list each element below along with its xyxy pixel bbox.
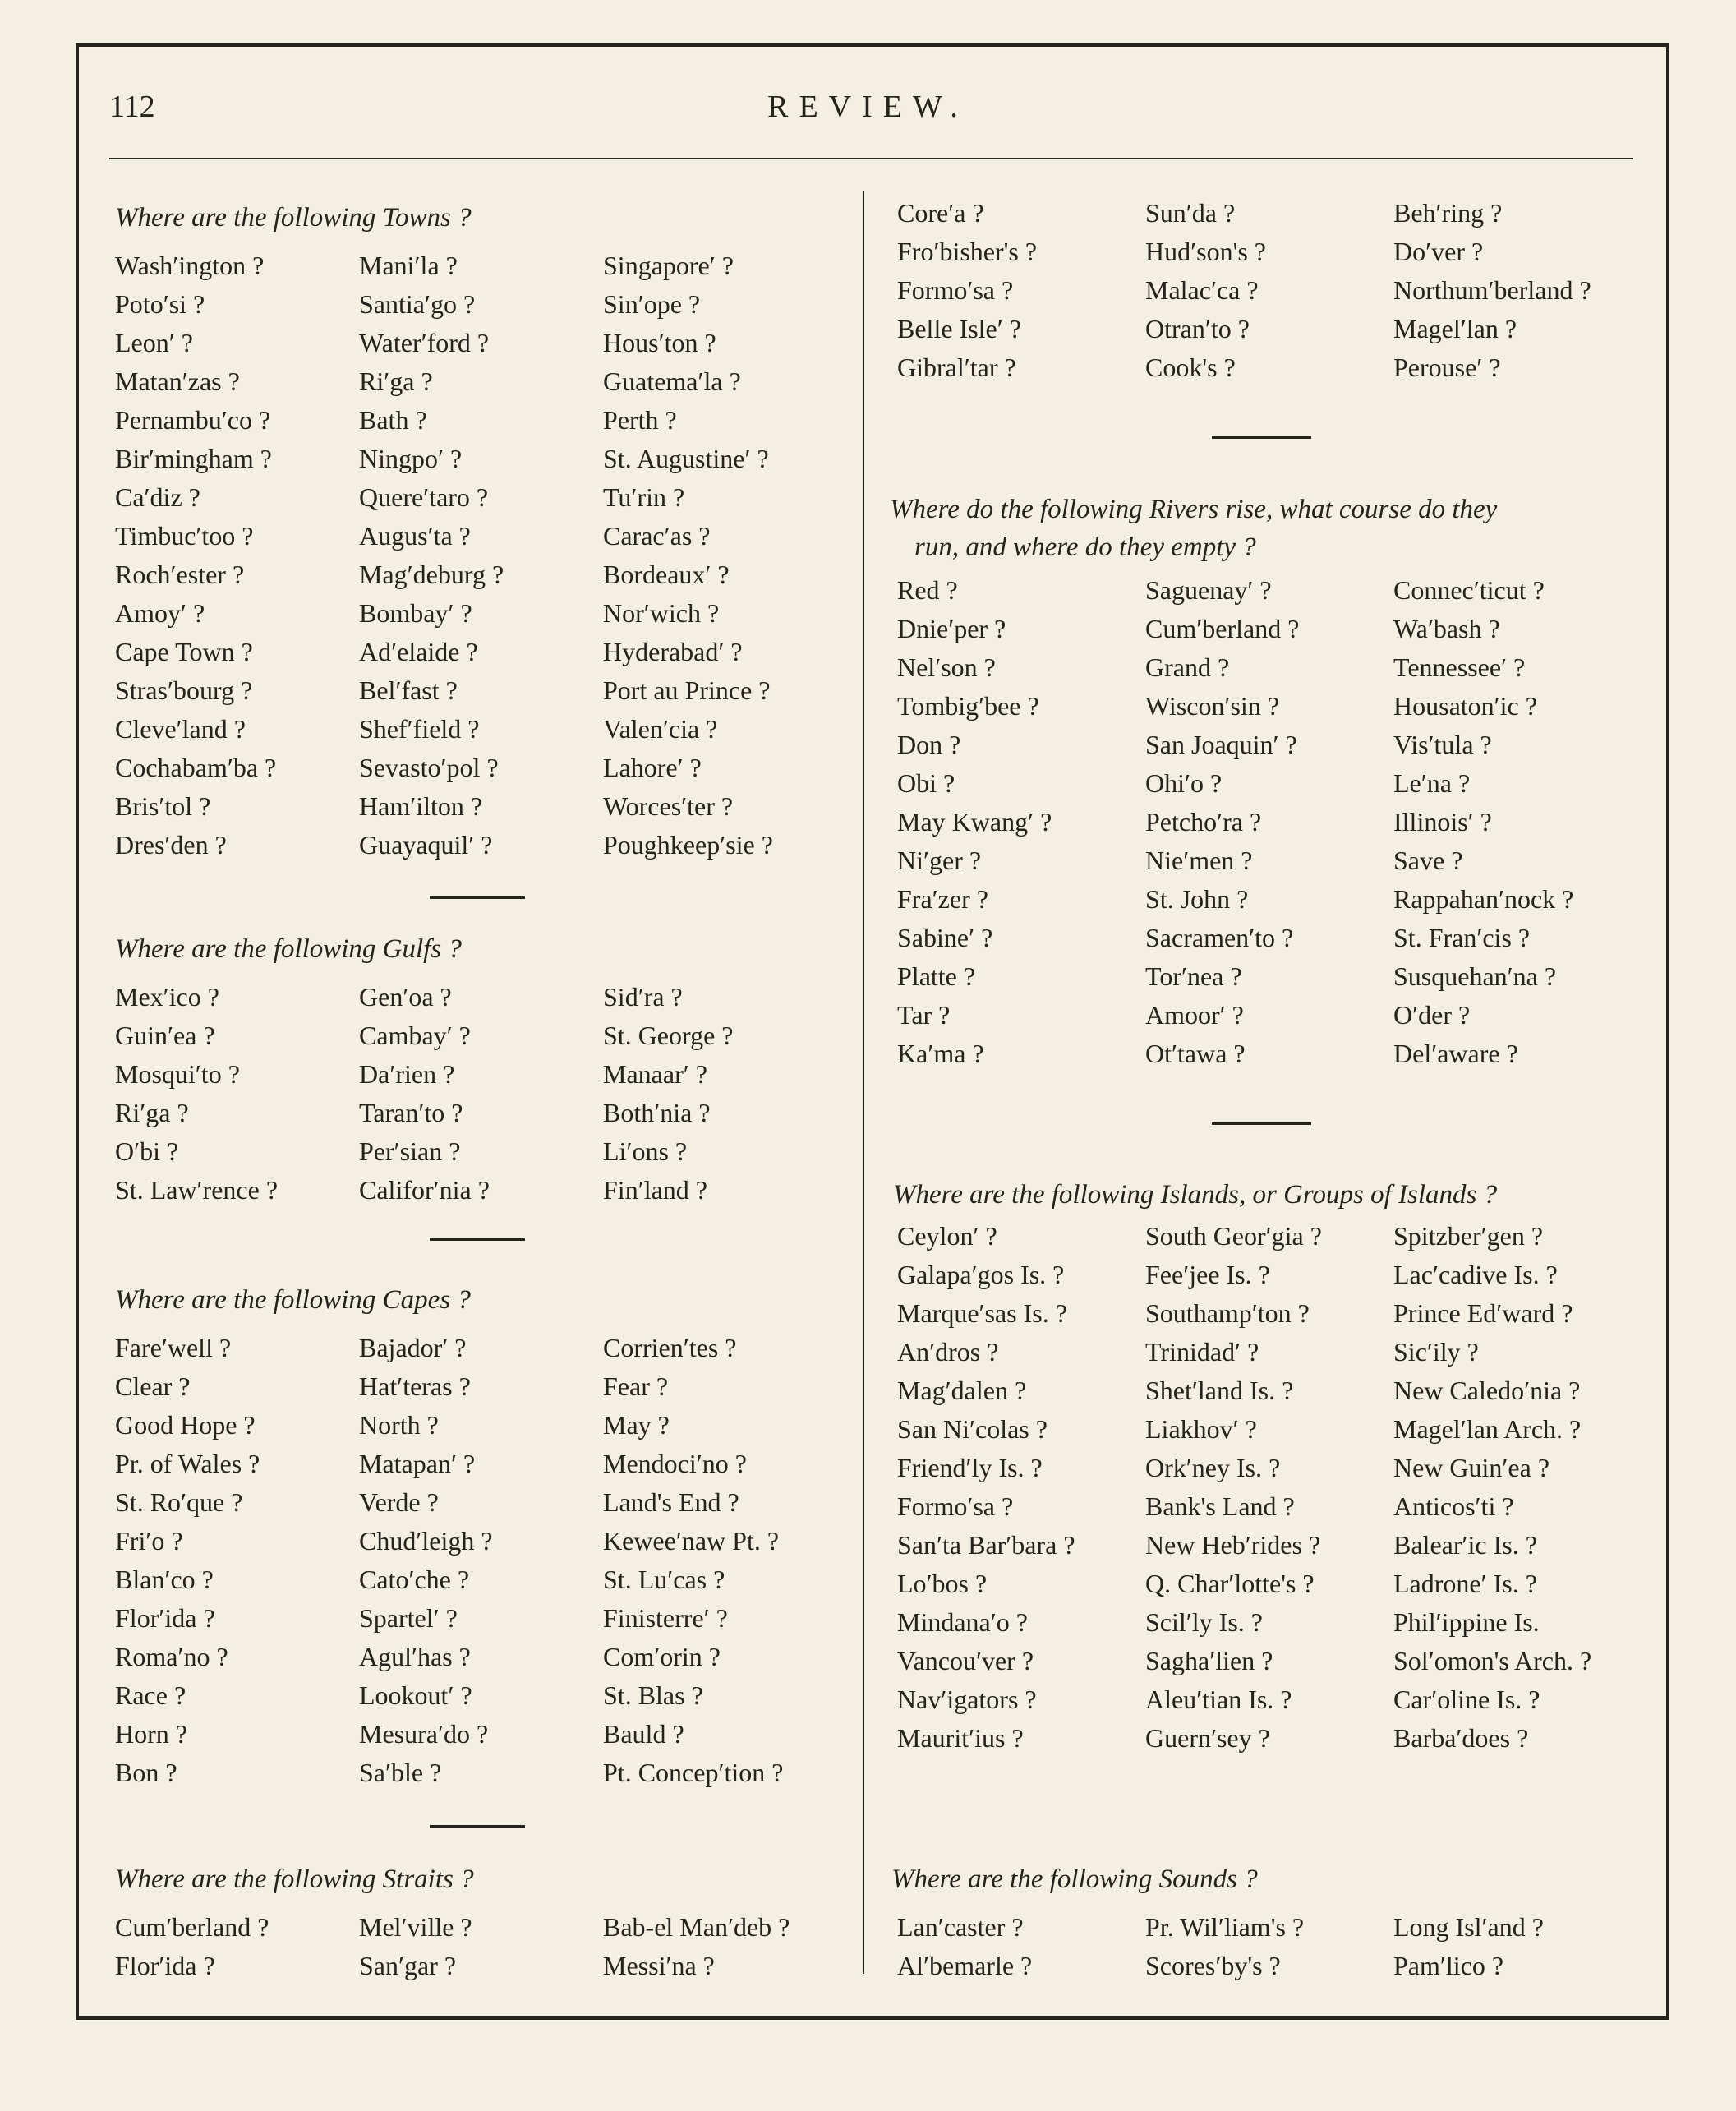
- island-entry: Q. Char′lotte's ?: [1145, 1569, 1315, 1598]
- town-entry: Stras′bourg ?: [115, 675, 253, 705]
- cape-entry: St. Lu′cas ?: [603, 1565, 725, 1594]
- gulfs-column-2: [359, 978, 603, 1210]
- strait-entry: Cook's ?: [1145, 353, 1236, 382]
- cape-entry: Agul′has ?: [359, 1642, 471, 1671]
- island-entry: Formo′sa ?: [897, 1491, 1014, 1521]
- section-divider: [1212, 1122, 1311, 1125]
- river-entry: Ni′ger ?: [897, 846, 982, 875]
- section-divider: [430, 1825, 525, 1828]
- strait-entry: Belle Isle′ ?: [897, 314, 1021, 343]
- gulfs-heading: Where are the following Gulfs ?: [115, 934, 462, 964]
- cape-entry: Mendoci′no ?: [603, 1449, 747, 1478]
- cape-entry: Lookout′ ?: [359, 1680, 472, 1710]
- capes-section: [115, 1281, 841, 1792]
- town-entry: Ri′ga ?: [359, 366, 433, 396]
- sounds-column-1: [897, 1908, 1145, 1985]
- cape-entry: Race ?: [115, 1680, 186, 1710]
- island-entry: Prince Ed′ward ?: [1393, 1298, 1573, 1328]
- islands-column-1: [897, 1217, 1145, 1758]
- cape-entry: Pr. of Wales ?: [115, 1449, 260, 1478]
- river-entry: Del′aware ?: [1393, 1039, 1518, 1068]
- gulf-entry: Li′ons ?: [603, 1136, 688, 1166]
- river-entry: Fra′zer ?: [897, 884, 988, 914]
- strait-entry: Beh′ring ?: [1393, 198, 1503, 228]
- island-entry: Lac′cadive Is. ?: [1393, 1260, 1558, 1289]
- cape-entry: Com′orin ?: [603, 1642, 721, 1671]
- strait-entry: Cum′berland ?: [115, 1912, 269, 1942]
- gulf-entry: Fin′land ?: [603, 1175, 707, 1205]
- running-title: REVIEW.: [767, 90, 969, 124]
- cape-entry: Pt. Concep′tion ?: [603, 1758, 784, 1787]
- town-entry: Singapore′ ?: [603, 251, 734, 280]
- islands-column-2: [1145, 1217, 1393, 1758]
- town-entry: St. Augustine′ ?: [603, 444, 769, 473]
- cape-entry: Horn ?: [115, 1719, 187, 1749]
- gulfs-column-3: [603, 978, 841, 1210]
- island-entry: Maurit′ius ?: [897, 1723, 1024, 1753]
- river-entry: Ot′tawa ?: [1145, 1039, 1246, 1068]
- rivers-column-3: [1393, 571, 1640, 1073]
- straits-continued-column-2: [1145, 194, 1393, 387]
- gulf-entry: Per′sian ?: [359, 1136, 461, 1166]
- town-entry: Carac′as ?: [603, 521, 711, 551]
- town-entry: Augus′ta ?: [359, 521, 471, 551]
- cape-entry: Bajador′ ?: [359, 1333, 467, 1362]
- gulfs-column-1: [115, 978, 359, 1210]
- river-entry: San Joaquin′ ?: [1145, 730, 1297, 759]
- town-entry: Port au Prince ?: [603, 675, 771, 705]
- river-entry: St. John ?: [1145, 884, 1249, 914]
- strait-entry: Gibral′tar ?: [897, 353, 1016, 382]
- river-entry: Petcho′ra ?: [1145, 807, 1262, 837]
- island-entry: Scil′ly Is. ?: [1145, 1607, 1263, 1637]
- border-bottom: [76, 2016, 1669, 2020]
- town-entry: Leon′ ?: [115, 328, 193, 357]
- town-entry: Guatema′la ?: [603, 366, 741, 396]
- cape-entry: Sa′ble ?: [359, 1758, 442, 1787]
- town-entry: Mag′deburg ?: [359, 560, 504, 589]
- town-entry: Amoy′ ?: [115, 598, 205, 628]
- island-entry: Sol′omon's Arch. ?: [1393, 1646, 1592, 1675]
- town-entry: Tu′rin ?: [603, 482, 685, 512]
- town-entry: Poto′si ?: [115, 289, 205, 319]
- sounds-heading: Where are the following Sounds ?: [891, 1864, 1258, 1894]
- gulf-entry: Guin′ea ?: [115, 1021, 215, 1050]
- island-entry: Spitzber′gen ?: [1393, 1221, 1544, 1251]
- town-entry: Cape Town ?: [115, 637, 253, 666]
- river-entry: Nie′men ?: [1145, 846, 1253, 875]
- gulf-entry: Taran′to ?: [359, 1098, 463, 1127]
- town-entry: Bath ?: [359, 405, 427, 435]
- island-entry: Trinidad′ ?: [1145, 1337, 1259, 1367]
- straits-column-2: [359, 1908, 603, 1985]
- river-entry: Tor′nea ?: [1145, 961, 1242, 991]
- gulf-entry: Both′nia ?: [603, 1098, 711, 1127]
- town-entry: Ningpo′ ?: [359, 444, 463, 473]
- island-entry: Vancou′ver ?: [897, 1646, 1034, 1675]
- town-entry: Roch′ester ?: [115, 560, 245, 589]
- town-entry: Cleve′land ?: [115, 714, 246, 744]
- river-entry: Don ?: [897, 730, 961, 759]
- river-entry: Sacramen′to ?: [1145, 923, 1294, 952]
- islands-column-3: [1393, 1217, 1640, 1758]
- town-entry: Poughkeep′sie ?: [603, 830, 773, 860]
- border-right: [1666, 43, 1669, 2020]
- cape-entry: St. Blas ?: [603, 1680, 703, 1710]
- gulfs-section: [115, 930, 841, 1210]
- strait-entry: Sun′da ?: [1145, 198, 1236, 228]
- river-entry: Vis′tula ?: [1393, 730, 1492, 759]
- section-divider: [430, 896, 525, 899]
- town-entry: Cochabam′ba ?: [115, 753, 277, 782]
- strait-entry: Hud′son's ?: [1145, 237, 1266, 266]
- town-entry: Sevasto′pol ?: [359, 753, 499, 782]
- gulf-entry: O′bi ?: [115, 1136, 179, 1166]
- strait-entry: Perouse′ ?: [1393, 353, 1501, 382]
- border-top: [76, 43, 1669, 47]
- town-entry: Lahore′ ?: [603, 753, 702, 782]
- strait-entry: Magel′lan ?: [1393, 314, 1517, 343]
- capes-column-1: [115, 1329, 359, 1792]
- river-entry: Red ?: [897, 575, 958, 605]
- towns-column-2: [359, 247, 603, 864]
- capes-heading: Where are the following Capes ?: [115, 1285, 471, 1315]
- straits-continued-column-3: [1393, 194, 1640, 387]
- town-entry: Water′ford ?: [359, 328, 490, 357]
- river-entry: Ka′ma ?: [897, 1039, 984, 1068]
- river-entry: St. Fran′cis ?: [1393, 923, 1531, 952]
- cape-entry: St. Ro′que ?: [115, 1487, 243, 1517]
- island-entry: Ork′ney Is. ?: [1145, 1453, 1281, 1482]
- cape-entry: Chud′leigh ?: [359, 1526, 493, 1556]
- cape-entry: Mesura′do ?: [359, 1719, 489, 1749]
- town-entry: Hous′ton ?: [603, 328, 716, 357]
- island-entry: New Guin′ea ?: [1393, 1453, 1550, 1482]
- section-divider: [430, 1238, 525, 1241]
- river-entry: Ohi′o ?: [1145, 768, 1223, 798]
- capes-column-3: [603, 1329, 841, 1792]
- town-entry: Valen′cia ?: [603, 714, 718, 744]
- town-entry: Dres′den ?: [115, 830, 227, 860]
- gulf-entry: Sid′ra ?: [603, 982, 683, 1012]
- town-entry: Bombay′ ?: [359, 598, 472, 628]
- cape-entry: Matapan′ ?: [359, 1449, 476, 1478]
- island-entry: New Heb′rides ?: [1145, 1530, 1321, 1560]
- cape-entry: Roma′no ?: [115, 1642, 228, 1671]
- river-entry: Dnie′per ?: [897, 614, 1006, 643]
- town-entry: Worces′ter ?: [603, 791, 734, 821]
- straits-column-1: [115, 1908, 359, 1985]
- island-entry: New Caledo′nia ?: [1393, 1376, 1581, 1405]
- rivers-heading-line-2: run, and where do they empty ?: [914, 532, 1256, 562]
- island-entry: Mag′dalen ?: [897, 1376, 1027, 1405]
- river-entry: Saguenay′ ?: [1145, 575, 1272, 605]
- town-entry: Bel′fast ?: [359, 675, 458, 705]
- river-entry: Tombig′bee ?: [897, 691, 1039, 721]
- column-divider: [863, 191, 864, 1974]
- straits-heading: Where are the following Straits ?: [115, 1864, 474, 1894]
- island-entry: Ceylon′ ?: [897, 1221, 997, 1251]
- gulf-entry: St. Law′rence ?: [115, 1175, 279, 1205]
- island-entry: Bank's Land ?: [1145, 1491, 1295, 1521]
- cape-entry: Flor′ida ?: [115, 1603, 215, 1633]
- strait-entry: Core′a ?: [897, 198, 984, 228]
- river-entry: Save ?: [1393, 846, 1463, 875]
- gulf-entry: Gen′oa ?: [359, 982, 452, 1012]
- river-entry: May Kwang′ ?: [897, 807, 1052, 837]
- town-entry: Mani′la ?: [359, 251, 458, 280]
- town-entry: Sin′ope ?: [603, 289, 701, 319]
- island-entry: Lo′bos ?: [897, 1569, 988, 1598]
- rivers-section: [890, 491, 1640, 1073]
- strait-entry: San′gar ?: [359, 1951, 457, 1980]
- river-entry: Connec′ticut ?: [1393, 575, 1545, 605]
- island-entry: San′ta Bar′bara ?: [897, 1530, 1075, 1560]
- sounds-section: [891, 1860, 1640, 1985]
- island-entry: Magel′lan Arch. ?: [1393, 1414, 1582, 1444]
- river-entry: Obi ?: [897, 768, 955, 798]
- cape-entry: Corrien′tes ?: [603, 1333, 737, 1362]
- gulf-entry: Ri′ga ?: [115, 1098, 189, 1127]
- page-number: 112: [109, 90, 155, 124]
- river-entry: Wa′bash ?: [1393, 614, 1500, 643]
- sound-entry: Pr. Wil′liam's ?: [1145, 1912, 1305, 1942]
- straits-continued-column-1: [897, 194, 1145, 387]
- cape-entry: Verde ?: [359, 1487, 439, 1517]
- island-entry: South Geor′gia ?: [1145, 1221, 1322, 1251]
- strait-entry: Mel′ville ?: [359, 1912, 472, 1942]
- town-entry: Timbuc′too ?: [115, 521, 254, 551]
- cape-entry: Spartel′ ?: [359, 1603, 458, 1633]
- island-entry: Liakhov′ ?: [1145, 1414, 1257, 1444]
- straits-section: [115, 1860, 841, 1985]
- town-entry: Hyderabad′ ?: [603, 637, 743, 666]
- river-entry: Cum′berland ?: [1145, 614, 1300, 643]
- gulf-entry: Califor′nia ?: [359, 1175, 490, 1205]
- header-rule: [109, 158, 1633, 159]
- gulf-entry: Mex′ico ?: [115, 982, 219, 1012]
- island-entry: Galapa′gos Is. ?: [897, 1260, 1065, 1289]
- sound-entry: Lan′caster ?: [897, 1912, 1024, 1942]
- sound-entry: Al′bemarle ?: [897, 1951, 1033, 1980]
- strait-entry: Malac′ca ?: [1145, 275, 1259, 305]
- gulf-entry: Da′rien ?: [359, 1059, 455, 1089]
- river-entry: O′der ?: [1393, 1000, 1471, 1030]
- town-entry: Quere′taro ?: [359, 482, 489, 512]
- river-entry: Illinois′ ?: [1393, 807, 1492, 837]
- strait-entry: Bab-el Man′deb ?: [603, 1912, 790, 1942]
- river-entry: Tar ?: [897, 1000, 951, 1030]
- rivers-column-1: [897, 571, 1145, 1073]
- island-entry: Marque′sas Is. ?: [897, 1298, 1067, 1328]
- gulf-entry: Mosqui′to ?: [115, 1059, 240, 1089]
- island-entry: Shet′land Is. ?: [1145, 1376, 1294, 1405]
- river-entry: Housaton′ic ?: [1393, 691, 1537, 721]
- strait-entry: Otran′to ?: [1145, 314, 1250, 343]
- river-entry: Nel′son ?: [897, 652, 996, 682]
- cape-entry: Kewee′naw Pt. ?: [603, 1526, 780, 1556]
- island-entry: An′dros ?: [897, 1337, 999, 1367]
- sound-entry: Scores′by's ?: [1145, 1951, 1281, 1980]
- town-entry: Wash′ington ?: [115, 251, 265, 280]
- section-divider: [1212, 436, 1311, 439]
- cape-entry: Bauld ?: [603, 1719, 684, 1749]
- town-entry: Bir′mingham ?: [115, 444, 272, 473]
- border-left: [76, 43, 79, 2020]
- strait-entry: Northum′berland ?: [1393, 275, 1591, 305]
- island-entry: Balear′ic Is. ?: [1393, 1530, 1537, 1560]
- town-entry: Pernambu′co ?: [115, 405, 271, 435]
- cape-entry: Blan′co ?: [115, 1565, 214, 1594]
- gulf-entry: St. George ?: [603, 1021, 734, 1050]
- town-entry: Bordeaux′ ?: [603, 560, 730, 589]
- towns-heading: Where are the following Towns ?: [115, 203, 472, 233]
- town-entry: Ham′ilton ?: [359, 791, 483, 821]
- river-entry: Tennessee′ ?: [1393, 652, 1526, 682]
- cape-entry: Fri′o ?: [115, 1526, 183, 1556]
- island-entry: Ladrone′ Is. ?: [1393, 1569, 1537, 1598]
- cape-entry: North ?: [359, 1410, 439, 1440]
- island-entry: Guern′sey ?: [1145, 1723, 1270, 1753]
- cape-entry: Fare′well ?: [115, 1333, 232, 1362]
- town-entry: Ad′elaide ?: [359, 637, 478, 666]
- island-entry: Anticos′ti ?: [1393, 1491, 1514, 1521]
- cape-entry: Clear ?: [115, 1371, 191, 1401]
- strait-entry: Fro′bisher's ?: [897, 237, 1038, 266]
- town-entry: Shef′field ?: [359, 714, 480, 744]
- towns-section: [115, 199, 841, 864]
- island-entry: Friend′ly Is. ?: [897, 1453, 1043, 1482]
- river-entry: Amoor′ ?: [1145, 1000, 1244, 1030]
- island-entry: Fee′jee Is. ?: [1145, 1260, 1270, 1289]
- river-entry: Sabine′ ?: [897, 923, 993, 952]
- capes-column-2: [359, 1329, 603, 1792]
- town-entry: Bris′tol ?: [115, 791, 211, 821]
- island-entry: Nav′igators ?: [897, 1685, 1037, 1714]
- cape-entry: Finisterre′ ?: [603, 1603, 728, 1633]
- rivers-column-2: [1145, 571, 1393, 1073]
- strait-entry: Flor′ida ?: [115, 1951, 215, 1980]
- cape-entry: Bon ?: [115, 1758, 177, 1787]
- strait-entry: Formo′sa ?: [897, 275, 1014, 305]
- cape-entry: Fear ?: [603, 1371, 669, 1401]
- town-entry: Matan′zas ?: [115, 366, 240, 396]
- island-entry: Southamp′ton ?: [1145, 1298, 1310, 1328]
- towns-column-1: [115, 247, 359, 864]
- island-entry: Sagha′lien ?: [1145, 1646, 1273, 1675]
- island-entry: Mindana′o ?: [897, 1607, 1028, 1637]
- straits-column-3: [603, 1908, 841, 1985]
- sound-entry: Long Isl′and ?: [1393, 1912, 1544, 1942]
- island-entry: Phil′ippine Is.: [1393, 1607, 1540, 1637]
- town-entry: Ca′diz ?: [115, 482, 200, 512]
- river-entry: Wiscon′sin ?: [1145, 691, 1280, 721]
- town-entry: Nor′wich ?: [603, 598, 720, 628]
- river-entry: Grand ?: [1145, 652, 1230, 682]
- town-entry: Santia′go ?: [359, 289, 476, 319]
- straits-continued-section: [897, 194, 1640, 387]
- strait-entry: Messi′na ?: [603, 1951, 715, 1980]
- sounds-column-3: [1393, 1908, 1640, 1985]
- cape-entry: Hat′teras ?: [359, 1371, 471, 1401]
- rivers-heading: [890, 491, 1640, 566]
- island-entry: Car′oline Is. ?: [1393, 1685, 1540, 1714]
- gulf-entry: Cambay′ ?: [359, 1021, 471, 1050]
- sound-entry: Pam′lico ?: [1393, 1951, 1504, 1980]
- town-entry: Perth ?: [603, 405, 677, 435]
- islands-section: [893, 1176, 1640, 1758]
- island-entry: Sic′ily ?: [1393, 1337, 1479, 1367]
- river-entry: Le′na ?: [1393, 768, 1471, 798]
- cape-entry: Land's End ?: [603, 1487, 739, 1517]
- river-entry: Rappahan′nock ?: [1393, 884, 1574, 914]
- strait-entry: Do′ver ?: [1393, 237, 1484, 266]
- sounds-column-2: [1145, 1908, 1393, 1985]
- towns-column-3: [603, 247, 841, 864]
- river-entry: Platte ?: [897, 961, 976, 991]
- island-entry: San Ni′colas ?: [897, 1414, 1048, 1444]
- cape-entry: May ?: [603, 1410, 670, 1440]
- gulf-entry: Manaar′ ?: [603, 1059, 707, 1089]
- islands-heading: Where are the following Islands, or Groups of Islands ?: [893, 1180, 1498, 1210]
- island-entry: Barba′does ?: [1393, 1723, 1529, 1753]
- cape-entry: Cato′che ?: [359, 1565, 470, 1594]
- river-entry: Susquehan′na ?: [1393, 961, 1557, 991]
- island-entry: Aleu′tian Is. ?: [1145, 1685, 1292, 1714]
- rivers-heading-line-1: Where do the following Rivers rise, what course do they: [890, 495, 1498, 524]
- cape-entry: Good Hope ?: [115, 1410, 256, 1440]
- town-entry: Guayaquil′ ?: [359, 830, 493, 860]
